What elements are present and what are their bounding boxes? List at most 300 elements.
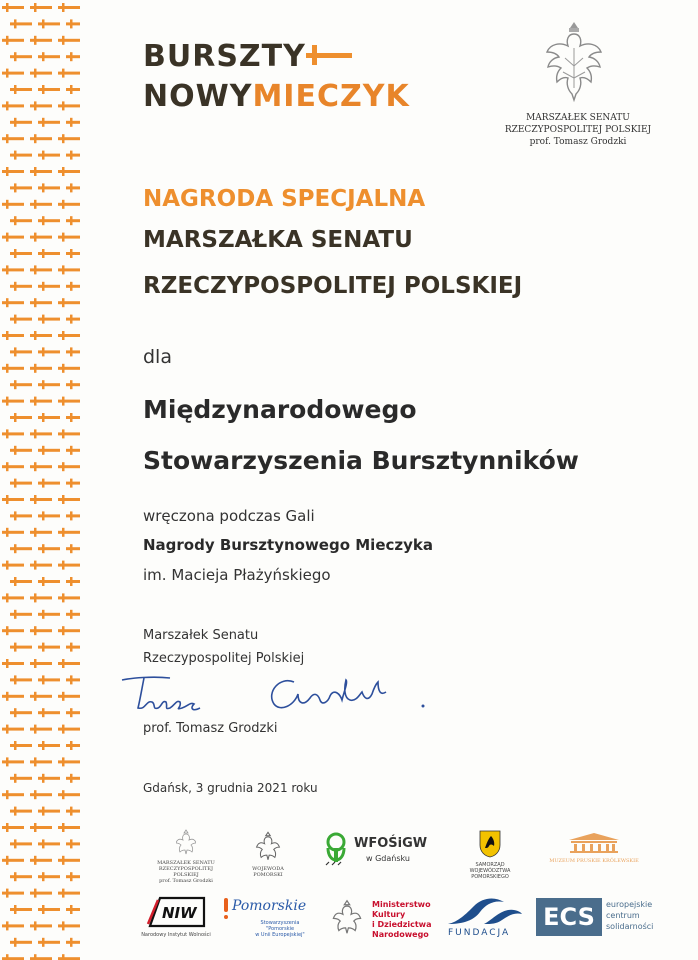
sponsor-ministry-line1: Ministerstwo	[372, 900, 431, 909]
dagger-guard	[62, 167, 65, 176]
dagger-blade	[58, 367, 80, 370]
dagger-blade	[10, 580, 32, 583]
recipient-line1: Międzynarodowego	[143, 395, 417, 424]
dagger-guard	[6, 364, 9, 373]
dagger-blade	[38, 810, 60, 813]
dagger-blade	[30, 400, 52, 403]
dagger-blade	[10, 482, 32, 485]
dagger-guard	[14, 610, 17, 619]
dagger-guard	[42, 905, 45, 914]
dagger-guard	[6, 462, 9, 471]
dagger-guard	[34, 331, 37, 340]
dagger-blade	[38, 547, 60, 550]
dagger-blade	[10, 547, 32, 550]
sponsor-pomorskie-sub2: "Pomorskie	[265, 926, 295, 932]
decorative-dagger-pattern	[0, 0, 80, 960]
dagger-guard	[6, 757, 9, 766]
award-title-line3: RZECZYPOSPOLITEJ POLSKIEJ	[143, 273, 523, 299]
sponsor-ministry-line2: Kultury	[372, 910, 406, 919]
dagger-guard	[70, 479, 73, 488]
dagger-blade	[38, 646, 60, 649]
dagger-guard	[6, 331, 9, 340]
dagger-guard	[70, 577, 73, 586]
logo-line1	[143, 39, 352, 74]
logo-line2	[143, 79, 410, 114]
dagger-blade	[66, 55, 80, 58]
dagger-guard	[70, 249, 73, 258]
dagger-guard	[62, 3, 65, 12]
dagger-blade	[38, 383, 60, 386]
dagger-blade	[2, 465, 24, 468]
dagger-blade	[2, 859, 24, 862]
dagger-guard	[34, 101, 37, 110]
dagger-blade	[58, 104, 80, 107]
dagger-guard	[70, 511, 73, 520]
sponsor-senate-line2: RZECZYPOSPOLITEJ POLSKIEJ	[158, 866, 214, 878]
dagger-guard	[70, 413, 73, 422]
dagger-guard	[34, 593, 37, 602]
dagger-blade	[58, 596, 80, 599]
dagger-blade	[38, 252, 60, 255]
dagger-guard	[34, 889, 37, 898]
sponsor-ministry	[332, 898, 432, 942]
dagger-blade	[30, 629, 52, 632]
dagger-guard	[70, 807, 73, 816]
dagger-blade	[2, 6, 24, 9]
dagger-blade	[58, 301, 80, 304]
dagger-blade	[2, 367, 24, 370]
dagger-guard	[6, 856, 9, 865]
dagger-guard	[42, 216, 45, 225]
dagger-guard	[6, 200, 9, 209]
dagger-guard	[6, 823, 9, 832]
senate-header	[488, 112, 668, 148]
dagger-blade	[66, 416, 80, 419]
dagger-guard	[6, 495, 9, 504]
dagger-blade	[38, 711, 60, 714]
dagger-blade	[30, 170, 52, 173]
dagger-guard	[62, 593, 65, 602]
award-title-line2: MARSZAŁKA SENATU	[143, 227, 413, 253]
dagger-blade	[66, 285, 80, 288]
dagger-guard	[14, 216, 17, 225]
dagger-guard	[34, 528, 37, 537]
dagger-blade	[66, 580, 80, 583]
dagger-blade	[10, 121, 32, 124]
dagger-blade	[66, 449, 80, 452]
sponsor-museum	[538, 832, 650, 864]
dagger-guard	[34, 757, 37, 766]
dagger-blade	[10, 875, 32, 878]
dagger-guard	[6, 593, 9, 602]
dagger-blade	[66, 941, 80, 944]
dagger-blade	[58, 39, 80, 42]
dagger-guard	[62, 823, 65, 832]
sponsor-wojewoda-label: WOJEWODA POMORSKI	[252, 866, 284, 878]
dagger-guard	[14, 118, 17, 127]
dagger-blade	[38, 908, 60, 911]
dagger-blade	[10, 383, 32, 386]
dagger-guard	[14, 938, 17, 947]
dagger-blade	[58, 826, 80, 829]
dagger-guard	[42, 315, 45, 324]
dagger-blade	[10, 842, 32, 845]
dagger-guard	[34, 725, 37, 734]
dagger-blade	[30, 203, 52, 206]
dagger-guard	[62, 364, 65, 373]
dagger-guard	[62, 298, 65, 307]
sponsor-niw	[138, 896, 214, 944]
dagger-guard	[42, 741, 45, 750]
dagger-guard	[14, 282, 17, 291]
dagger-blade	[58, 531, 80, 534]
dagger-blade	[38, 482, 60, 485]
sponsor-samorzad-line2: WOJEWÓDZTWA POMORSKIEGO	[469, 868, 511, 880]
dagger-guard	[42, 675, 45, 684]
dagger-guard	[42, 774, 45, 783]
dagger-blade	[58, 695, 80, 698]
dagger-blade	[10, 154, 32, 157]
dagger-guard	[42, 446, 45, 455]
dagger-blade	[2, 268, 24, 271]
dagger-blade	[10, 318, 32, 321]
dagger-guard	[34, 167, 37, 176]
dagger-blade	[66, 88, 80, 91]
dagger-blade	[30, 465, 52, 468]
dagger-guard	[34, 397, 37, 406]
wave-logo-icon	[444, 896, 524, 926]
dagger-blade	[30, 760, 52, 763]
dagger-guard	[42, 151, 45, 160]
sponsor-pomorskie-sub1: Stowarzyszenia	[260, 920, 300, 926]
dagger-blade	[30, 268, 52, 271]
dagger-guard	[42, 413, 45, 422]
sponsor-wojewoda	[238, 830, 298, 878]
dagger-guard	[6, 725, 9, 734]
dagger-blade	[2, 826, 24, 829]
sponsor-fundacja	[444, 896, 526, 942]
dagger-blade	[2, 236, 24, 239]
dagger-blade	[38, 121, 60, 124]
dagger-guard	[34, 265, 37, 274]
dagger-guard	[70, 52, 73, 61]
dagger-guard	[42, 380, 45, 389]
dagger-blade	[66, 711, 80, 714]
dagger-guard	[14, 380, 17, 389]
dagger-guard	[42, 610, 45, 619]
dagger-blade	[38, 186, 60, 189]
dagger-blade	[38, 219, 60, 222]
dagger-blade	[10, 416, 32, 419]
dagger-guard	[42, 183, 45, 192]
dagger-blade	[2, 498, 24, 501]
dagger-blade	[38, 285, 60, 288]
dagger-blade	[2, 301, 24, 304]
dagger-blade	[10, 941, 32, 944]
dagger-guard	[14, 347, 17, 356]
dagger-blade	[38, 154, 60, 157]
tree-logo-icon	[322, 832, 350, 868]
dagger-guard	[42, 544, 45, 553]
dagger-blade	[38, 514, 60, 517]
polish-eagle-emblem-icon	[545, 18, 603, 106]
presented-line2: Nagrody Bursztynowego Mieczyka	[143, 536, 433, 554]
dagger-guard	[6, 561, 9, 570]
dagger-guard	[62, 101, 65, 110]
dagger-blade	[38, 777, 60, 780]
dagger-guard	[70, 315, 73, 324]
dagger-guard	[6, 167, 9, 176]
dagger-blade	[30, 334, 52, 337]
dagger-guard	[42, 872, 45, 881]
dagger-blade	[58, 432, 80, 435]
dagger-blade	[10, 88, 32, 91]
date-line: Gdańsk, 3 grudnia 2021 roku	[143, 781, 318, 795]
dagger-blade	[66, 908, 80, 911]
dagger-blade	[2, 72, 24, 75]
dagger-blade	[10, 646, 32, 649]
dagger-guard	[42, 347, 45, 356]
dagger-guard	[6, 3, 9, 12]
sponsor-ecs-line2: centrum	[606, 911, 640, 920]
dagger-blade	[30, 596, 52, 599]
dagger-blade	[58, 170, 80, 173]
dagger-blade	[2, 924, 24, 927]
dagger-guard	[42, 85, 45, 94]
dagger-guard	[42, 839, 45, 848]
exclamation-icon	[224, 898, 228, 912]
dagger-guard	[6, 101, 9, 110]
sponsor-pomorskie	[224, 896, 320, 944]
dagger-blade	[66, 842, 80, 845]
dagger-blade	[66, 22, 80, 25]
dagger-guard	[70, 643, 73, 652]
dagger-guard	[6, 921, 9, 930]
signatory-title2: Rzeczypospolitej Polskiej	[143, 651, 305, 666]
dagger-guard	[14, 151, 17, 160]
sponsor-niw-caption: Narodowy Instytut Wolności	[141, 932, 211, 938]
dagger-guard	[14, 85, 17, 94]
dagger-guard	[14, 183, 17, 192]
dagger-guard	[62, 856, 65, 865]
dagger-guard	[14, 708, 17, 717]
dagger-blade	[58, 859, 80, 862]
dagger-guard	[62, 561, 65, 570]
dagger-guard	[62, 429, 65, 438]
dagger-guard	[62, 331, 65, 340]
dagger-blade	[30, 301, 52, 304]
dagger-guard	[34, 692, 37, 701]
dagger-blade	[30, 104, 52, 107]
for-label: dla	[143, 346, 172, 368]
dagger-guard	[62, 36, 65, 45]
dagger-blade	[10, 744, 32, 747]
dagger-blade	[66, 678, 80, 681]
dagger-blade	[2, 728, 24, 731]
sponsor-senate	[148, 828, 224, 884]
dagger-guard	[62, 200, 65, 209]
dagger-blade	[66, 875, 80, 878]
senate-header-line3: prof. Tomasz Grodzki	[529, 137, 627, 147]
dagger-guard	[14, 872, 17, 881]
dagger-guard	[70, 118, 73, 127]
dagger-blade	[38, 580, 60, 583]
dagger-blade	[66, 252, 80, 255]
dagger-guard	[34, 298, 37, 307]
dagger-blade	[2, 334, 24, 337]
dagger-guard	[34, 3, 37, 12]
dagger-guard	[14, 52, 17, 61]
exclamation-dot-icon	[224, 915, 228, 919]
dagger-guard	[14, 446, 17, 455]
presented-line3: im. Macieja Płażyńskiego	[143, 566, 331, 584]
dagger-guard	[34, 134, 37, 143]
dagger-blade	[10, 810, 32, 813]
dagger-blade	[30, 859, 52, 862]
presented-line1: wręczona podczas Gali	[143, 507, 315, 525]
dagger-blade	[58, 400, 80, 403]
dagger-guard	[70, 151, 73, 160]
dagger-blade	[66, 646, 80, 649]
dagger-blade	[30, 6, 52, 9]
dagger-guard	[14, 19, 17, 28]
dagger-guard	[42, 249, 45, 258]
dagger-guard	[14, 511, 17, 520]
dagger-blade	[58, 629, 80, 632]
dagger-blade	[10, 55, 32, 58]
dagger-guard	[34, 495, 37, 504]
dagger-blade	[2, 629, 24, 632]
dagger-guard	[42, 118, 45, 127]
dagger-guard	[6, 134, 9, 143]
dagger-guard	[62, 397, 65, 406]
dagger-guard	[6, 36, 9, 45]
dagger-blade	[30, 137, 52, 140]
dagger-guard	[34, 69, 37, 78]
dagger-guard	[70, 872, 73, 881]
dagger-guard	[6, 233, 9, 242]
logo-text-mieczyk: MIECZYK	[252, 79, 410, 114]
dagger-guard	[34, 233, 37, 242]
dagger-blade	[58, 6, 80, 9]
dagger-blade	[38, 449, 60, 452]
dagger-guard	[62, 528, 65, 537]
dagger-blade	[10, 22, 32, 25]
dagger-blade	[2, 695, 24, 698]
eagle-small-icon	[332, 898, 362, 936]
dagger-guard	[34, 561, 37, 570]
dagger-blade	[2, 137, 24, 140]
dagger-blade	[10, 711, 32, 714]
dagger-blade	[66, 219, 80, 222]
dagger-blade	[2, 170, 24, 173]
dagger-blade	[30, 662, 52, 665]
dagger-guard	[42, 577, 45, 586]
dagger-guard	[14, 905, 17, 914]
sponsor-wfos	[322, 832, 432, 872]
dagger-blade	[38, 613, 60, 616]
dagger-blade	[2, 432, 24, 435]
dagger-blade	[30, 432, 52, 435]
dagger-guard	[6, 528, 9, 537]
sponsor-ecs-line1: europejskie	[606, 900, 653, 909]
dagger-guard	[34, 364, 37, 373]
dagger-blade	[10, 777, 32, 780]
dagger-guard	[70, 741, 73, 750]
dagger-guard	[70, 19, 73, 28]
dagger-guard	[6, 954, 9, 960]
sponsor-ecs-line3: solidarności	[606, 922, 654, 931]
dagger-guard	[6, 298, 9, 307]
dagger-guard	[6, 692, 9, 701]
dagger-blade	[10, 350, 32, 353]
dagger-guard	[70, 938, 73, 947]
dagger-blade	[10, 449, 32, 452]
dagger-blade	[30, 72, 52, 75]
dagger-guard	[70, 675, 73, 684]
dagger-guard	[34, 462, 37, 471]
dagger-guard	[42, 479, 45, 488]
dagger-guard	[70, 905, 73, 914]
dagger-guard	[70, 85, 73, 94]
dagger-guard	[6, 626, 9, 635]
dagger-guard	[6, 397, 9, 406]
dagger-blade	[2, 760, 24, 763]
dagger-guard	[14, 413, 17, 422]
sponsor-samorzad	[452, 830, 528, 880]
dagger-guard	[70, 380, 73, 389]
dagger-guard	[14, 774, 17, 783]
dagger-blade	[66, 121, 80, 124]
dagger-blade	[58, 498, 80, 501]
signatory-title1: Marszałek Senatu	[143, 628, 259, 643]
dagger-guard	[70, 708, 73, 717]
dagger-guard	[14, 643, 17, 652]
dagger-blade	[58, 334, 80, 337]
dagger-blade	[30, 695, 52, 698]
dagger-blade	[38, 416, 60, 419]
sponsor-senate-line1: MARSZAŁEK SENATU	[157, 860, 215, 866]
dagger-guard	[14, 741, 17, 750]
dagger-blade	[66, 613, 80, 616]
dagger-blade	[66, 383, 80, 386]
dagger-guard	[14, 839, 17, 848]
dagger-blade	[38, 55, 60, 58]
dagger-guard	[34, 921, 37, 930]
dagger-blade	[58, 892, 80, 895]
dagger-guard	[14, 544, 17, 553]
dagger-blade	[66, 777, 80, 780]
dagger-guard	[42, 643, 45, 652]
dagger-blade	[2, 203, 24, 206]
dagger-guard	[34, 429, 37, 438]
dagger-blade	[58, 203, 80, 206]
dagger-blade	[66, 482, 80, 485]
dagger-blade	[2, 104, 24, 107]
sponsor-ecs-logo: ECS	[536, 898, 602, 936]
dagger-blade	[58, 137, 80, 140]
dagger-guard	[62, 921, 65, 930]
dagger-guard	[62, 69, 65, 78]
dagger-blade	[2, 564, 24, 567]
dagger-blade	[2, 596, 24, 599]
dagger-guard	[62, 954, 65, 960]
dagger-blade	[38, 744, 60, 747]
dagger-blade	[10, 186, 32, 189]
dagger-blade	[58, 72, 80, 75]
dagger-blade	[38, 875, 60, 878]
museum-building-icon	[567, 832, 621, 854]
